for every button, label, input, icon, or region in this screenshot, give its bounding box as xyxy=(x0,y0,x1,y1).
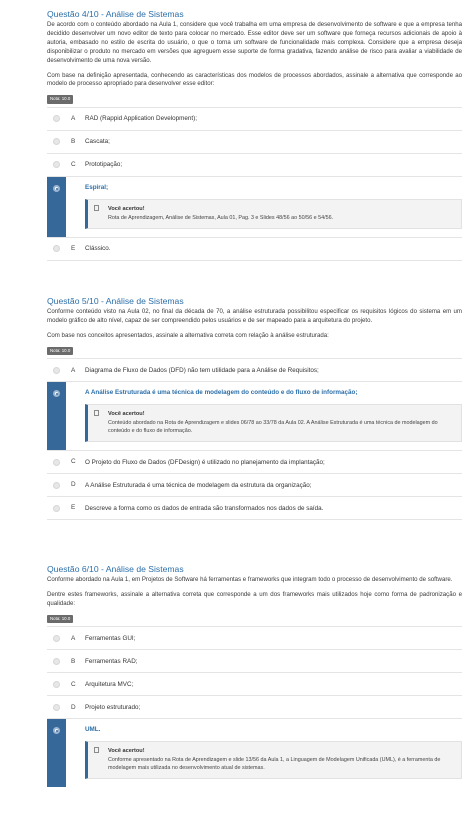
question-paragraph: De acordo com o conteúdo abordado na Aula 1, considere que você trabalha em uma empresa de desenvolvimento de software e que a empresa tenha decidido desenvolver um novo editor de texto para colocar no mercado. Esse editor deve ser um software que forneça recursos adicionais de apoio à autoria, embasado no estilo de escrita do usuário, o que o torna um software de funcionalidade mais complexa. Considere que a empresa deseja disponibilizar o produto no mercado em versões que agreguem esse suporte de forma gradativa, fazendo análise de risco para avaliar a viabilidade de desenvolvimento de uma nova versão. xyxy=(47,21,462,64)
question-paragraph: Dentre estes frameworks, assinale a alternativa correta que corresponde a um dos frameworks mais utilizados hoje como forma de padronização e qualidade: xyxy=(47,591,462,608)
option-letter: B xyxy=(71,137,76,145)
option-c[interactable] xyxy=(47,673,462,696)
option-letter: D xyxy=(71,703,76,711)
question-paragraph: Conforme conteúdo visto na Aula 02, no final da década de 70, a análise estruturada possibilitou especificar os requisitos lógicos do sistema em um modelo gráfico de alto nível, capaz de ser compreendido pelos usuários e de ser mapeado para a arquitetura do projeto. xyxy=(47,308,462,325)
radio-button[interactable] xyxy=(53,161,60,168)
options-list xyxy=(47,107,462,261)
question-text xyxy=(47,308,462,340)
option-e[interactable] xyxy=(47,238,462,261)
option-b[interactable] xyxy=(47,650,462,673)
radio-button[interactable] xyxy=(53,138,60,145)
option-letter: A xyxy=(71,114,76,122)
option-text: Prototipação; xyxy=(85,161,123,169)
options-list xyxy=(47,626,462,787)
option-text: Projeto estruturado; xyxy=(85,703,141,711)
radio-button[interactable] xyxy=(53,704,60,711)
option-letter: A xyxy=(71,366,76,374)
option-d[interactable] xyxy=(47,696,462,719)
feedback-body: Conforme apresentado na Rota de Aprendizagem e slide 13/56 da Aula 1, a Linguagem de Modelagem Unificada (UML), é a ferramenta de modelagem mais utilizada no desenvolvimento atual de sistemas. xyxy=(108,757,441,772)
radio-button[interactable] xyxy=(53,367,60,374)
document-icon xyxy=(94,747,99,753)
feedback-box xyxy=(85,199,462,229)
option-text: Arquitetura MVC; xyxy=(85,680,134,688)
feedback-body: Rota de Aprendizagem, Análise de Sistemas, Aula 01, Pag. 3 e Slides 48/56 ao 50/56 e 54/56. xyxy=(108,214,334,221)
radio-button[interactable] xyxy=(53,635,60,642)
options-list xyxy=(47,358,462,520)
option-text: Ferramentas GUI; xyxy=(85,634,136,642)
question-5 xyxy=(47,297,462,520)
option-letter: D xyxy=(71,183,76,191)
radio-button[interactable] xyxy=(53,681,60,688)
option-letter: E xyxy=(71,504,76,512)
radio-button[interactable] xyxy=(53,505,60,512)
grade-badge: Nota: 10.0 xyxy=(47,615,73,623)
option-text: UML. xyxy=(85,726,101,734)
option-text: Diagrama de Fluxo de Dados (DFD) não tem utilidade para a Análise de Requisitos; xyxy=(85,366,319,374)
option-letter: C xyxy=(71,680,76,688)
option-text: RAD (Rappid Application Development); xyxy=(85,115,198,123)
option-text: Clássico. xyxy=(85,245,111,252)
feedback-title: Você acertou! xyxy=(108,411,145,418)
option-text: A Análise Estruturada é uma técnica de modelagem da estrutura da organização; xyxy=(85,481,312,489)
question-text xyxy=(47,21,462,89)
option-a[interactable] xyxy=(47,359,462,382)
option-text: Ferramentas RAD; xyxy=(85,657,138,665)
option-text: O Projeto do Fluxo de Dados (DFDesign) é utilizado no planejamento da implantação; xyxy=(85,458,325,466)
option-d[interactable] xyxy=(47,474,462,497)
question-paragraph: Com base na definição apresentada, conhecendo as características dos modelos de processos abordados, assinale a alternativa que corresponde ao modelo de processo apropriado para desenvolver esse editor: xyxy=(47,71,462,88)
option-letter: B xyxy=(71,389,76,397)
feedback-title: Você acertou! xyxy=(108,748,145,755)
option-letter: E xyxy=(71,244,76,252)
option-c[interactable] xyxy=(47,451,462,474)
option-a[interactable] xyxy=(47,108,462,131)
option-a[interactable] xyxy=(47,627,462,650)
question-6 xyxy=(47,565,462,787)
document-icon xyxy=(94,410,99,416)
document-icon xyxy=(94,205,99,211)
option-letter: C xyxy=(71,458,76,466)
question-title: Questão 6/10 - Análise de Sistemas xyxy=(47,564,184,574)
radio-button[interactable] xyxy=(53,482,60,489)
radio-button[interactable] xyxy=(53,459,60,466)
grade-badge: Nota: 10.0 xyxy=(47,347,73,355)
feedback-title: Você acertou! xyxy=(108,205,145,212)
option-letter: C xyxy=(71,160,76,168)
radio-button[interactable] xyxy=(53,115,60,122)
option-text: A Análise Estruturada é uma técnica de modelagem do conteúdo e do fluxo de informação; xyxy=(85,389,358,397)
option-letter: B xyxy=(71,657,76,665)
option-e-selected[interactable] xyxy=(47,719,462,787)
question-title: Questão 5/10 - Análise de Sistemas xyxy=(47,296,184,306)
option-letter: A xyxy=(71,634,76,642)
option-text: Cascata; xyxy=(85,138,110,146)
radio-button-checked[interactable] xyxy=(53,185,60,192)
feedback-body: Conteúdo abordado na Rota de Aprendizagem e slides 06/78 ao 33/78 da Aula 02. A Análise Estruturada é uma técnica de modelagem do conteúdo e do fluxo de informação. xyxy=(108,420,438,435)
option-d-selected[interactable] xyxy=(47,177,462,238)
question-text xyxy=(47,576,462,608)
feedback-box xyxy=(85,741,462,779)
option-letter: D xyxy=(71,481,76,489)
option-letter: E xyxy=(71,726,76,734)
option-text: Descreve a forma como os dados de entrada são transformados nos dados de saída. xyxy=(85,504,324,512)
question-paragraph: Conforme abordado na Aula 1, em Projetos de Software há ferramentas e frameworks que integram todo o processo de desenvolvimento de software. xyxy=(47,576,453,584)
question-4 xyxy=(47,10,462,261)
radio-button[interactable] xyxy=(53,658,60,665)
question-title: Questão 4/10 - Análise de Sistemas xyxy=(47,9,184,19)
option-b[interactable] xyxy=(47,131,462,154)
radio-button[interactable] xyxy=(53,245,60,252)
question-paragraph: Com base nos conceitos apresentados, assinale a alternativa correta com relação à análise estruturada: xyxy=(47,332,329,340)
option-text: Espiral; xyxy=(85,183,109,191)
option-c[interactable] xyxy=(47,154,462,177)
option-e[interactable] xyxy=(47,497,462,520)
feedback-box xyxy=(85,404,462,442)
grade-badge: Nota: 10.0 xyxy=(47,95,73,103)
option-b-selected[interactable] xyxy=(47,382,462,451)
